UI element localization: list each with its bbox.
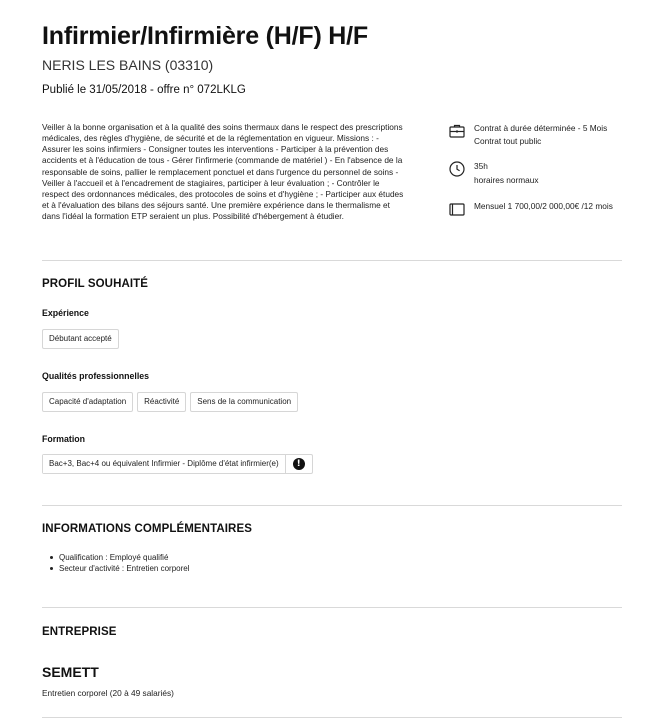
list-item: Secteur d'activité : Entretien corporel <box>50 563 189 574</box>
qualities-chips <box>42 392 298 412</box>
divider <box>42 607 622 608</box>
company-name: SEMETT <box>42 664 99 680</box>
clock-icon <box>448 160 466 178</box>
section-title-additional: INFORMATIONS COMPLÉMENTAIRES <box>42 523 253 535</box>
alert-glyph: ! <box>293 458 305 470</box>
chip-experience: Débutant accepté <box>42 329 119 349</box>
divider <box>42 717 622 718</box>
list-item: Qualification : Employé qualifié <box>50 552 189 563</box>
chip-quality: Réactivité <box>137 392 186 412</box>
schedule-type: horaires normaux <box>474 174 539 185</box>
job-location: NERIS LES BAINS (03310) <box>42 57 214 73</box>
contract-type: Contrat à durée déterminée - 5 Mois <box>474 123 608 133</box>
chip-quality: Capacité d'adaptation <box>42 392 133 412</box>
experience-chips <box>42 329 119 349</box>
section-title-profile: PROFIL SOUHAITÉ <box>42 278 149 290</box>
weekly-hours: 35h <box>474 161 488 171</box>
training-chips <box>42 454 313 474</box>
experience-label: Expérience <box>42 308 89 318</box>
wallet-icon <box>448 200 466 218</box>
contract-audience: Contrat tout public <box>474 135 542 146</box>
briefcase-icon <box>448 122 466 140</box>
qualities-label: Qualités professionnelles <box>42 371 150 381</box>
chip-training: Bac+3, Bac+4 ou équivalent Infirmier - Diplôme d'état infirmier(e) <box>43 455 285 473</box>
required-alert-icon[interactable] <box>286 455 312 473</box>
divider <box>42 260 622 261</box>
salary: Mensuel 1 700,00/2 000,00€ /12 mois <box>474 201 613 211</box>
section-title-company: ENTREPRISE <box>42 626 117 638</box>
publication-info: Publié le 31/05/2018 - offre n° 072LKLG <box>42 84 246 96</box>
divider <box>42 505 622 506</box>
page-title: Infirmier/Infirmière (H/F) H/F <box>42 22 368 50</box>
additional-info-list <box>50 552 189 574</box>
job-description: Veiller à la bonne organisation et à la qualité des soins thermaux dans le respect des prescriptions médicales, des règles d'hygiène, de sécurité et de la réglementation en vigueur. Missions : - Assurer les soins infirmiers - Consigner toutes les interventions - Participer à la prévention des accidents et à l'éducation de tous - Gérer l'infirmerie (commande de matériel ) - En l'absence de la responsable de soins, pallier le remplacement ponctuel et dans l'urgence du personnel de soins - Veiller à l'accueil et à l'encadrement de stagiaires, participer à leur évaluation ; - Contrôler le respect des ordonnances médicales, des protocoles de soins et d'hygiène ; - Participer aux études et à l'évaluation des bilans des séjours santé. Une première expérience dans le thermalisme et dans l'idéal la formation ETP seraient un plus. Possibilité d'hébergement à étudier. <box>42 122 404 222</box>
chip-quality: Sens de la communication <box>190 392 298 412</box>
training-chip-group <box>42 454 313 474</box>
company-sector: Entretien corporel (20 à 49 salariés) <box>42 688 174 698</box>
training-label: Formation <box>42 434 86 444</box>
